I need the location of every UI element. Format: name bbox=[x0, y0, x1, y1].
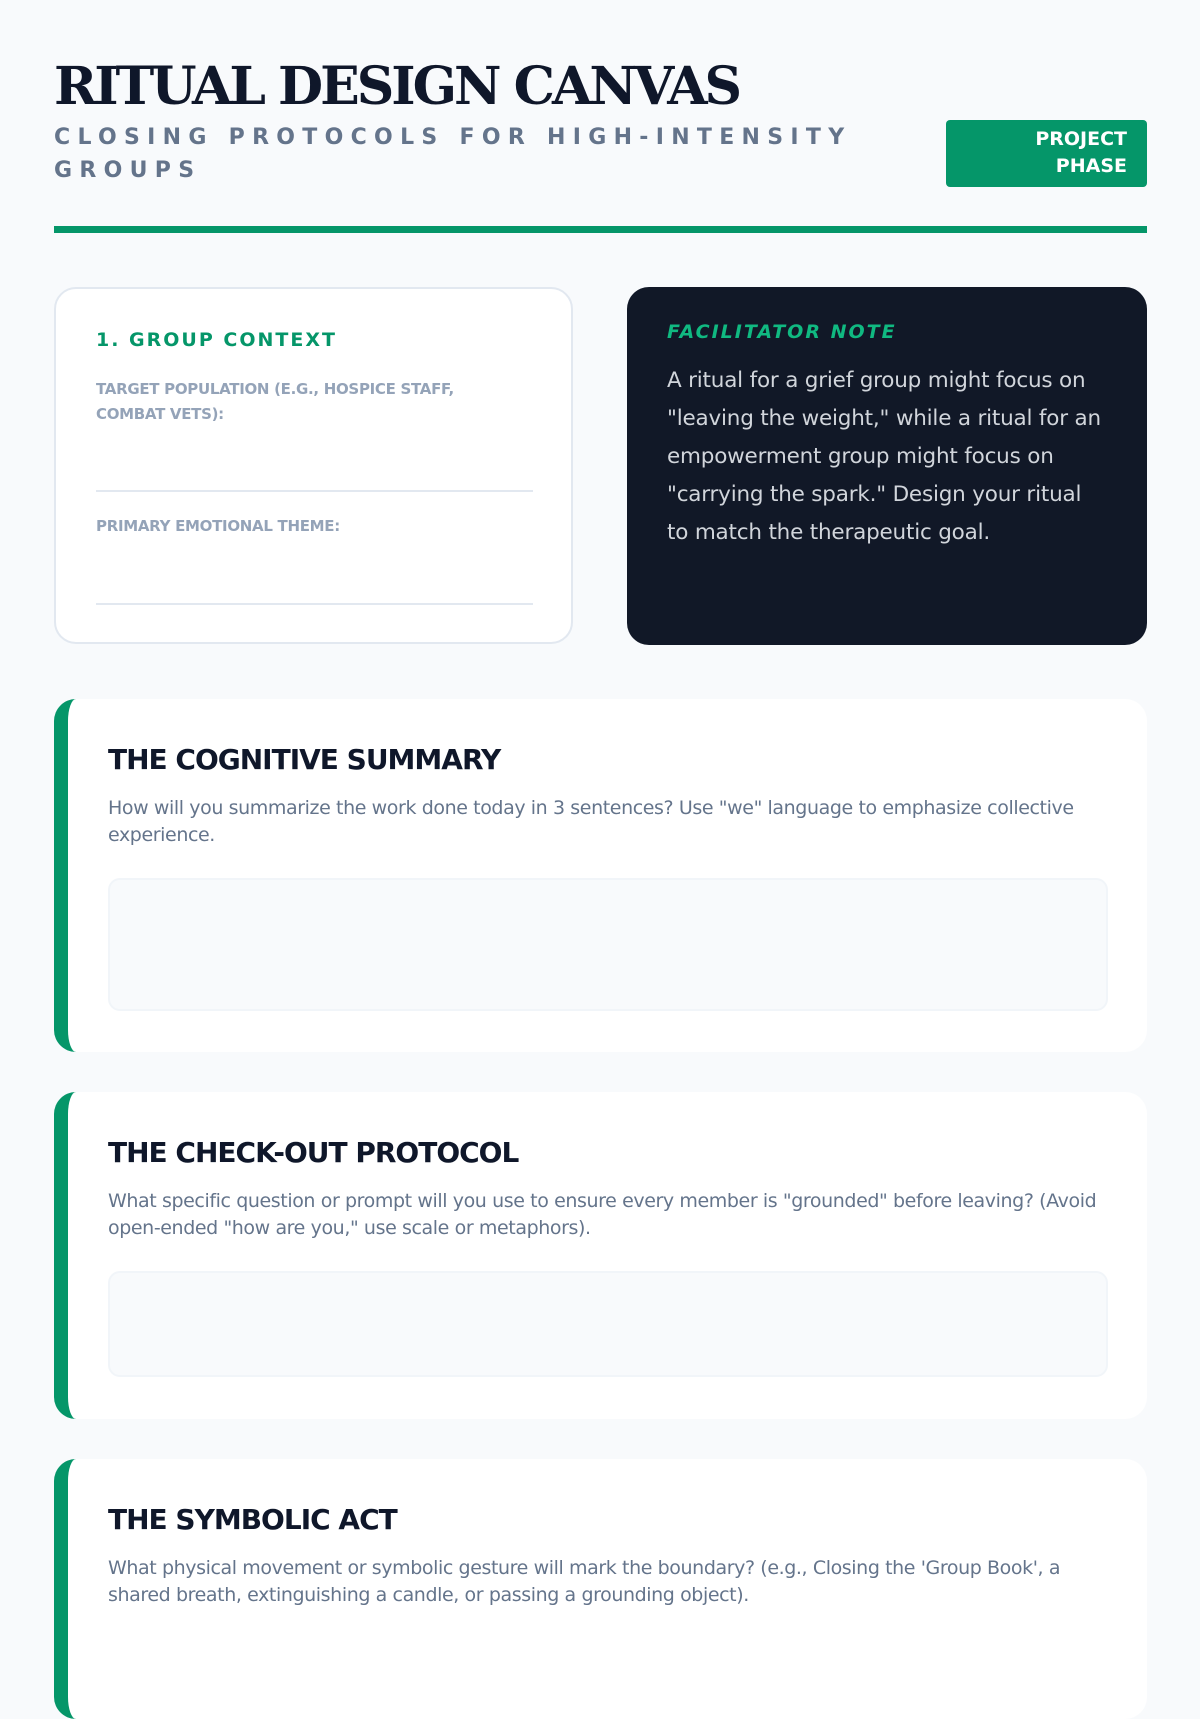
facilitator-note-card bbox=[627, 287, 1147, 645]
facilitator-note-text: A ritual for a grief group might focus on "leaving the weight," while a ritual for an empowerment group might focus on "carrying the spark." Design your ritual to match the therapeutic goal. bbox=[667, 368, 1101, 545]
cognitive-summary-answer[interactable] bbox=[108, 878, 1108, 1011]
check-out-protocol-section bbox=[54, 1092, 1147, 1419]
target-population-field[interactable] bbox=[96, 490, 533, 492]
check-out-protocol-title: THE CHECK-OUT PROTOCOL bbox=[108, 1136, 519, 1169]
symbolic-act-section bbox=[54, 1459, 1147, 1719]
symbolic-act-title: THE SYMBOLIC ACT bbox=[108, 1503, 397, 1536]
emotional-theme-field[interactable] bbox=[96, 603, 533, 605]
facilitator-note-heading: FACILITATOR NOTE bbox=[667, 321, 897, 343]
page-subtitle: CLOSING PROTOCOLS FOR HIGH-INTENSITY GROUPS bbox=[54, 125, 852, 183]
header-divider bbox=[54, 226, 1147, 233]
cognitive-summary-title: THE COGNITIVE SUMMARY bbox=[108, 743, 501, 776]
page-title: RITUAL DESIGN CANVAS bbox=[54, 56, 740, 117]
cognitive-summary-section bbox=[54, 699, 1147, 1052]
ritual-canvas-page bbox=[54, 0, 1147, 1606]
check-out-protocol-prompt: What specific question or prompt will you use to ensure every member is "grounded" before leaving? (Avoid open-ended "how are you," use scale or metaphors). bbox=[108, 1190, 1097, 1239]
check-out-protocol-answer[interactable] bbox=[108, 1271, 1108, 1377]
project-phase-badge: PROJECT PHASE bbox=[946, 120, 1147, 187]
target-population-label: TARGET POPULATION (E.G., HOSPICE STAFF, COMBAT VETS): bbox=[96, 380, 454, 423]
cognitive-summary-prompt: How will you summarize the work done today in 3 sentences? Use "we" language to emphasize collective experience. bbox=[108, 797, 1074, 846]
group-context-heading: 1. GROUP CONTEXT bbox=[96, 329, 337, 351]
symbolic-act-prompt: What physical movement or symbolic gesture will mark the boundary? (e.g., Closing the 'Group Book', a shared breath, extinguishing a candle, or passing a grounding object). bbox=[108, 1557, 1061, 1606]
group-context-card bbox=[54, 287, 573, 644]
emotional-theme-label: PRIMARY EMOTIONAL THEME: bbox=[96, 517, 340, 535]
